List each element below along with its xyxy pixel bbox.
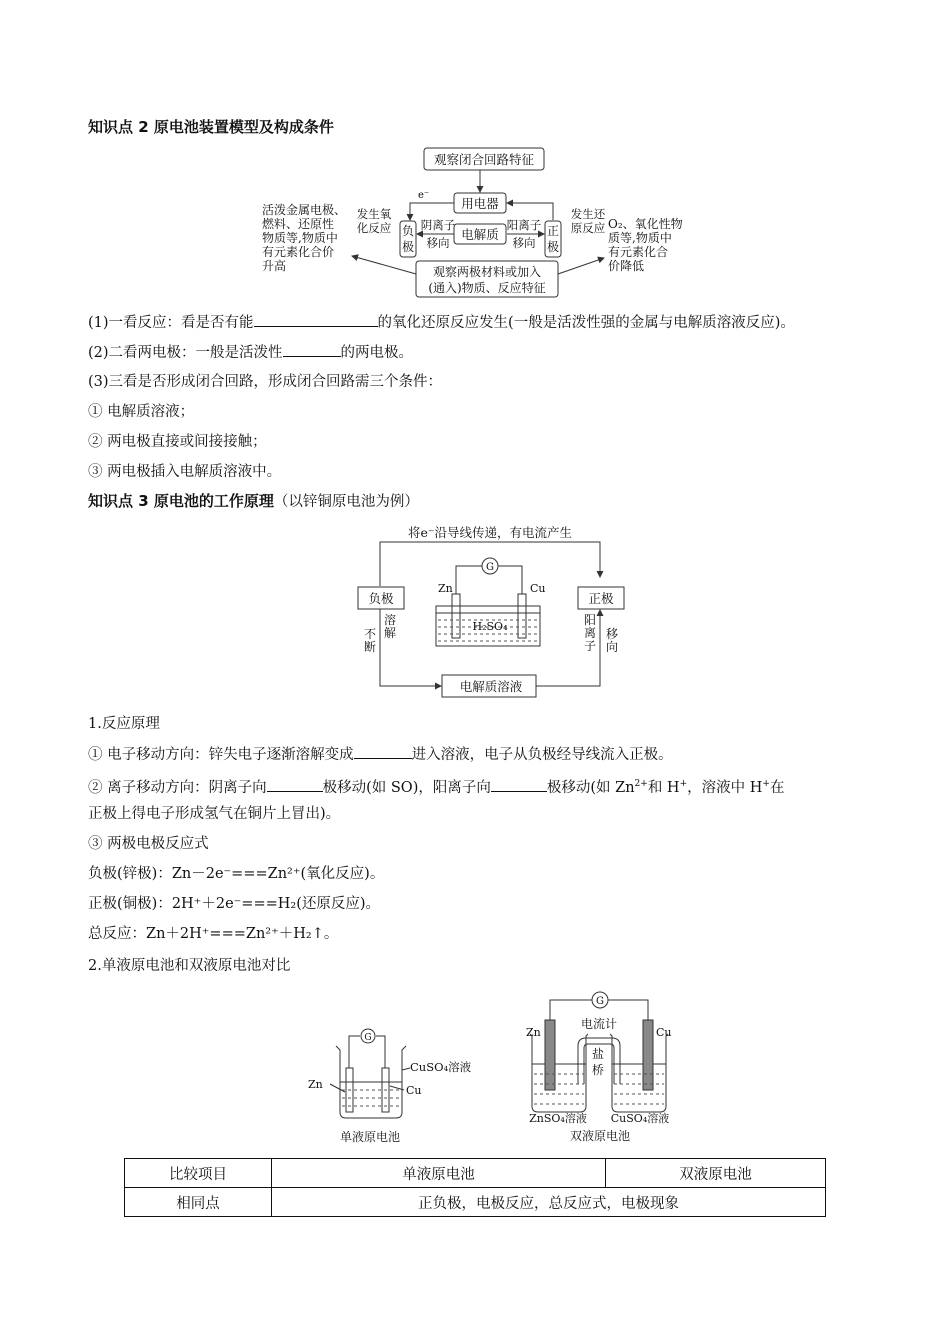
single-liquid-cell-diagram [300,1020,480,1150]
section3-title-row [88,490,419,511]
double-copper-label: Cu [656,1026,672,1039]
section2-title: 知识点 2 原电池装置模型及构成条件 [88,118,334,136]
comparison-title: 2.单液原电池和双液原电池对比 [88,958,291,974]
galvanometer-label: G [486,562,494,573]
line-2-start: (2)二看两电极：一般是活泼性 [88,345,283,361]
copper-sulfate-label: CuSO₄溶液 [610,1112,670,1125]
single-zinc-label: Zn [308,1078,323,1091]
electrolyte-label: 电解质 [461,227,499,242]
electron-direction-line [88,744,673,765]
right-vertical-label-1: 阳离子 [583,613,597,653]
electron-direction-start: ① 电子移动方向：锌失电子逐渐溶解变成 [88,747,354,763]
positive-electrode-char1: 正 [546,224,560,238]
condition-2: ② 两电极直接或间接接触； [88,434,267,450]
header-single: 单液原电池 [272,1159,606,1188]
salt-bridge-label-1: 盐 [592,1047,605,1061]
answer-blank[interactable] [283,342,341,357]
condition-3: ③ 两电极插入电解质溶液中。 [88,464,282,480]
double-cell-caption: 双液原电池 [569,1129,631,1143]
single-copper-label: Cu [406,1084,422,1097]
left-text-1: 活泼金属电极、 [262,203,347,217]
electron-label: e⁻ [418,190,430,201]
reduction-label-1: 发生还 [570,207,606,221]
electrode-reactions-heading: ③ 两极电极反应式 [88,836,209,852]
table-row [125,1188,826,1217]
electron-transfer-label: 将e⁻沿导线传递，有电流产生 [408,525,572,540]
section3-title: 知识点 3 原电池的工作原理 [88,492,274,510]
total-reaction-equation: 总反应：Zn＋2H⁺===Zn²⁺＋H₂↑。 [88,926,339,942]
cation-label-1: 阳离子 [506,218,542,232]
single-galvanometer-label: G [364,1033,372,1043]
copper-label: Cu [530,582,546,595]
principle-title: 1.反应原理 [88,716,160,732]
salt-bridge-label-2: 桥 [592,1063,605,1077]
answer-blank[interactable] [254,312,378,327]
left-vertical-label-2: 溶解 [383,613,397,640]
ion-direction-part3: 极移动(如 Zn [546,779,635,796]
double-galvanometer-label: G [596,996,604,1007]
electrolyte-solution-label: 电解质溶液 [459,679,523,694]
positive-electrode-equation: 正极(铜极)：2H⁺＋2e⁻===H₂(还原反应)。 [88,896,381,912]
answer-blank[interactable] [491,777,547,792]
cation-label-2: 移向 [512,236,536,250]
zinc-copper-cell-diagram [350,520,630,702]
ion-direction-part6: 在 [769,779,785,796]
row-value: 正负极，电极反应，总反应式，电极现象 [272,1188,826,1217]
answer-blank[interactable] [354,744,412,759]
appliance-label: 用电器 [461,196,499,211]
negative-electrode-char2: 极 [401,240,415,254]
positive-electrode-box-label: 正极 [588,591,614,606]
double-zinc-label: Zn [526,1026,541,1039]
zinc-sulfate-label: ZnSO₄溶液 [529,1112,587,1125]
charge-superscript: 2+ [634,779,648,789]
reduction-label-2: 原反应 [570,221,606,235]
line-1-end: 的氧化还原反应发生(一般是活泼性强的金属与电解质溶液反应)。 [377,315,795,331]
charge-superscript: + [679,779,688,789]
negative-electrode-box-label: 负极 [368,591,394,606]
observe-materials-1: 观察两极材料或加入 [432,265,542,279]
right-text-3: 有元素化合 [608,245,669,259]
charge-superscript: + [762,779,770,789]
left-text-4: 有元素化合价 [262,245,335,259]
section3-title-note: （以锌铜原电池为例） [273,494,419,510]
right-vertical-label-2: 移向 [605,627,619,654]
right-text-2: 质等,物质中 [608,231,672,245]
observe-materials-2: (通入)物质、反应特征 [428,281,546,295]
positive-electrode-char2: 极 [546,240,560,254]
oxidation-label-1: 发生氧 [356,207,392,221]
negative-electrode-char1: 负 [401,224,415,238]
line-1-start: (1)一看反应：看是否有能 [88,315,254,331]
condition-1: ① 电解质溶液； [88,404,195,420]
header-item: 比较项目 [125,1159,272,1188]
ion-direction-part4: 和 H [647,779,680,796]
line-2-end: 的两电极。 [340,345,414,361]
negative-electrode-equation: 负极(锌极)：Zn－2e⁻===Zn²⁺(氧化反应)。 [88,866,385,882]
zinc-label: Zn [438,582,453,595]
ion-direction-line-2: 正极上得电子形成氢气在铜片上冒出)。 [88,806,341,822]
line-1 [88,312,795,333]
right-text-4: 价降低 [608,259,645,273]
line-3: (3)三看是否形成闭合回路，形成闭合回路需三个条件： [88,374,443,390]
table-header-row [125,1159,826,1188]
header-double: 双液原电池 [606,1159,826,1188]
right-text-1: O₂、氧化性物 [608,217,683,231]
observe-circuit-label: 观察闭合回路特征 [433,152,535,167]
sulfuric-acid-label: H₂SO₄ [472,620,508,633]
comparison-table [124,1158,826,1217]
ammeter-label: 电流计 [580,1017,618,1031]
left-text-5: 升高 [262,259,287,273]
ion-direction-part2: 极移动(如 SO)，阳离子向 [322,779,491,796]
ion-direction-line [88,774,784,798]
line-2 [88,342,413,363]
single-cell-caption: 单液原电池 [339,1130,401,1144]
double-liquid-cell-diagram [518,990,688,1150]
row-label: 相同点 [125,1188,272,1217]
single-solution-label: CuSO₄溶液 [410,1060,472,1074]
galvanic-cell-model-diagram [258,146,698,302]
left-text-2: 燃料、还原性 [262,217,335,231]
ion-direction-part5: ，溶液中 H [687,779,763,796]
anion-label-2: 移向 [426,236,450,250]
left-text-3: 物质等,物质中 [262,231,338,245]
answer-blank[interactable] [267,777,323,792]
ion-direction-part1: ② 离子移动方向：阴离子向 [88,779,267,796]
left-vertical-label-1: 不断 [363,627,377,654]
electron-direction-end: 进入溶液，电子从负极经导线流入正极。 [411,747,673,763]
anion-label-1: 阴离子 [420,218,456,232]
oxidation-label-2: 化反应 [356,221,392,235]
